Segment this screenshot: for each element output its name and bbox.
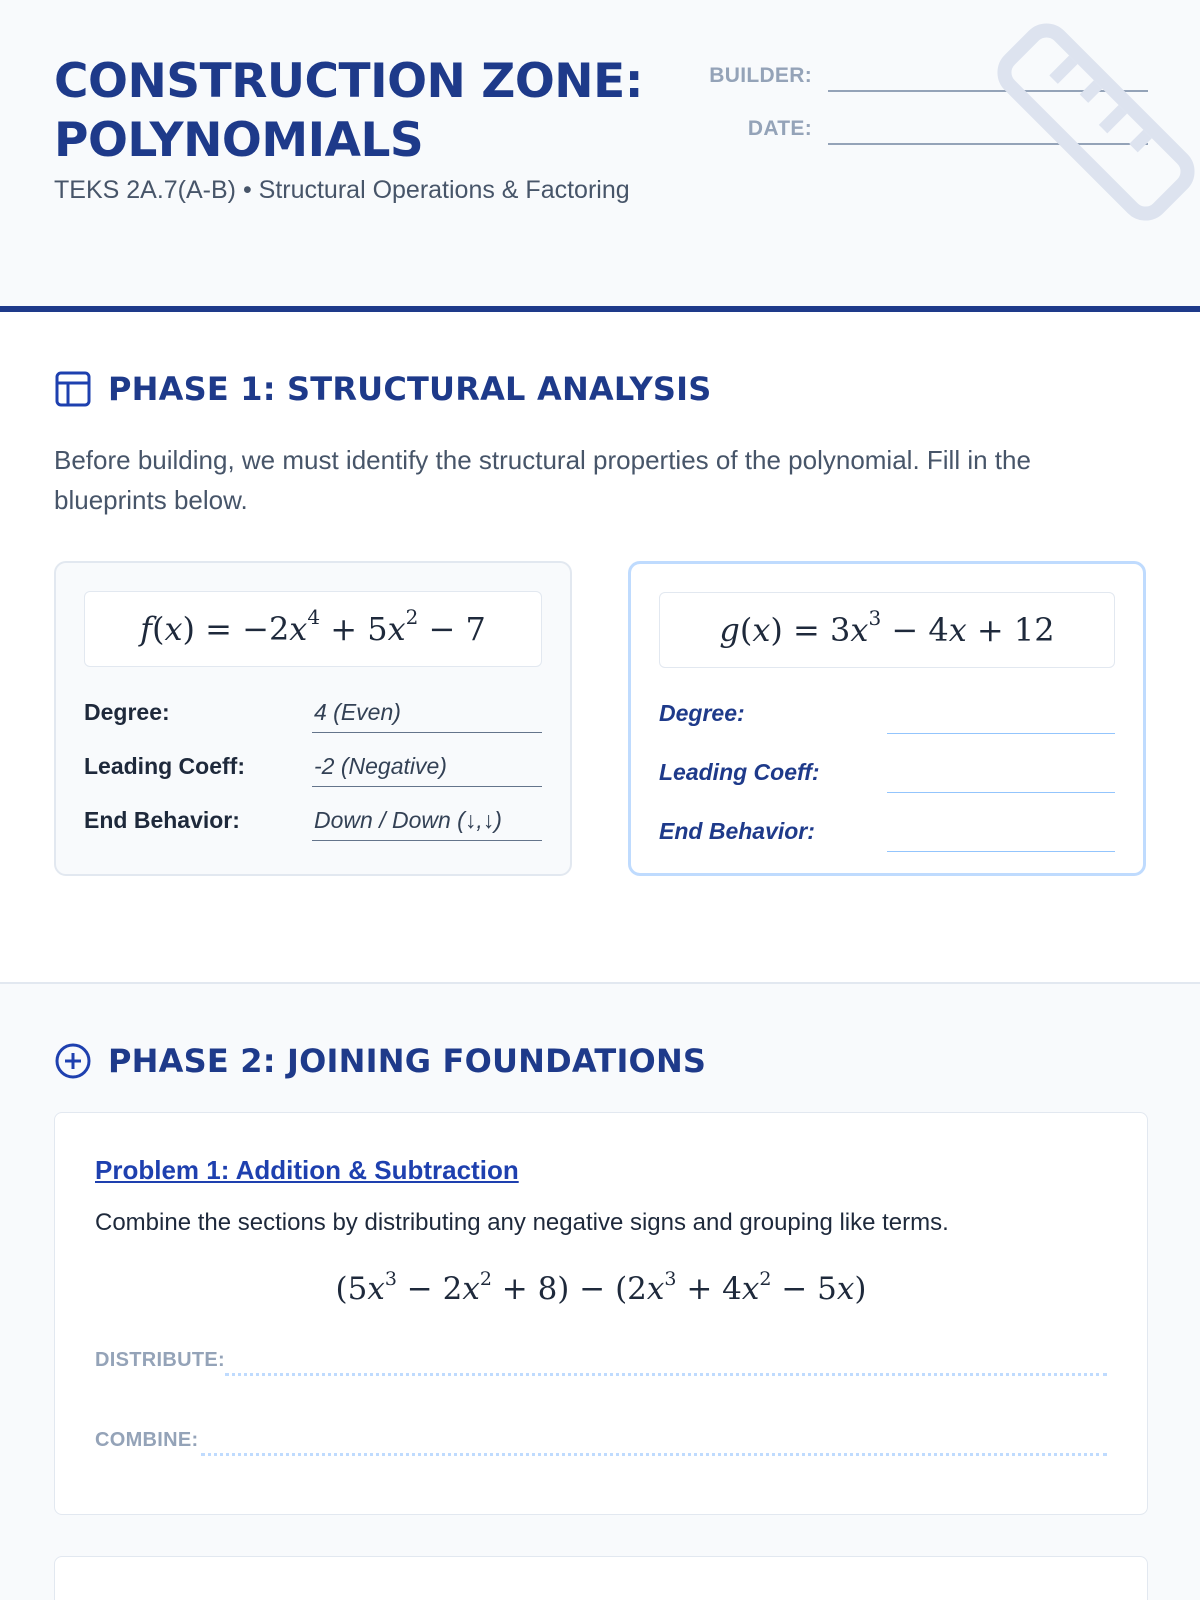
problem-1-title: Problem 1: Addition & Subtraction: [95, 1155, 519, 1185]
degree-field[interactable]: [659, 696, 1115, 736]
leading-coeff-value: -2 (Negative): [312, 753, 542, 787]
combine-input-line[interactable]: [201, 1453, 1107, 1456]
ruler-icon: [966, 0, 1200, 252]
layout-icon: [54, 370, 92, 408]
end-behavior-field: [84, 803, 542, 843]
degree-label: Degree:: [659, 700, 745, 726]
distribute-label: DISTRIBUTE:: [95, 1349, 225, 1371]
page-subtitle: TEKS 2A.7(A-B) • Structural Operations & Factoring: [54, 176, 630, 204]
phase2-heading: [54, 1042, 706, 1080]
degree-field: [84, 695, 542, 735]
end-behavior-label: End Behavior:: [84, 807, 240, 833]
leading-coeff-label: Leading Coeff:: [84, 753, 245, 779]
formula-f: $f(x) = -2x^4 + 5x^2 - 7$: [84, 591, 542, 667]
problem-2-card: [54, 1556, 1148, 1600]
date-label: DATE:: [747, 117, 812, 140]
phase1-title: PHASE 1: STRUCTURAL ANALYSIS: [108, 370, 712, 408]
builder-label: BUILDER:: [709, 64, 812, 87]
distribute-input-line[interactable]: [225, 1373, 1107, 1376]
end-behavior-label: End Behavior:: [659, 818, 815, 844]
blueprint-card-g: [628, 561, 1146, 876]
page-title: [54, 52, 674, 170]
degree-value: 4 (Even): [312, 699, 542, 733]
title-line-2: POLYNOMIALS: [54, 113, 424, 168]
problem-1-description: Combine the sections by distributing any negative signs and grouping like terms.: [95, 1209, 949, 1236]
combine-row[interactable]: [95, 1421, 1107, 1461]
blueprint-card-f: [54, 561, 572, 876]
leading-coeff-input[interactable]: [887, 759, 1115, 793]
end-behavior-input[interactable]: [887, 818, 1115, 852]
degree-input[interactable]: [887, 700, 1115, 734]
problem-1-card: [54, 1112, 1148, 1515]
leading-coeff-field[interactable]: [659, 755, 1115, 795]
degree-label: Degree:: [84, 699, 170, 725]
phase1-heading: [54, 370, 711, 408]
formula-g: $g(x) = 3x^3 - 4x + 12$: [659, 592, 1115, 668]
phase2-title: PHASE 2: JOINING FOUNDATIONS: [108, 1042, 707, 1080]
leading-coeff-field: [84, 749, 542, 789]
phase1-intro: Before building, we must identify the structural properties of the polynomial. Fill in the blueprints below.: [54, 445, 1031, 515]
combine-label: COMBINE:: [95, 1429, 199, 1451]
problem-1-expression: $(5x^3 - 2x^2 + 8) - (2x^3 + 4x^2 - 5x)$: [335, 1268, 867, 1307]
title-line-1: CONSTRUCTION ZONE:: [54, 54, 644, 109]
worksheet-header: [0, 0, 1200, 312]
end-behavior-field[interactable]: [659, 814, 1115, 854]
plus-circle-icon: [54, 1042, 92, 1080]
end-behavior-value: Down / Down (↓,↓): [312, 807, 542, 841]
distribute-row[interactable]: [95, 1341, 1107, 1381]
leading-coeff-label: Leading Coeff:: [659, 759, 820, 785]
